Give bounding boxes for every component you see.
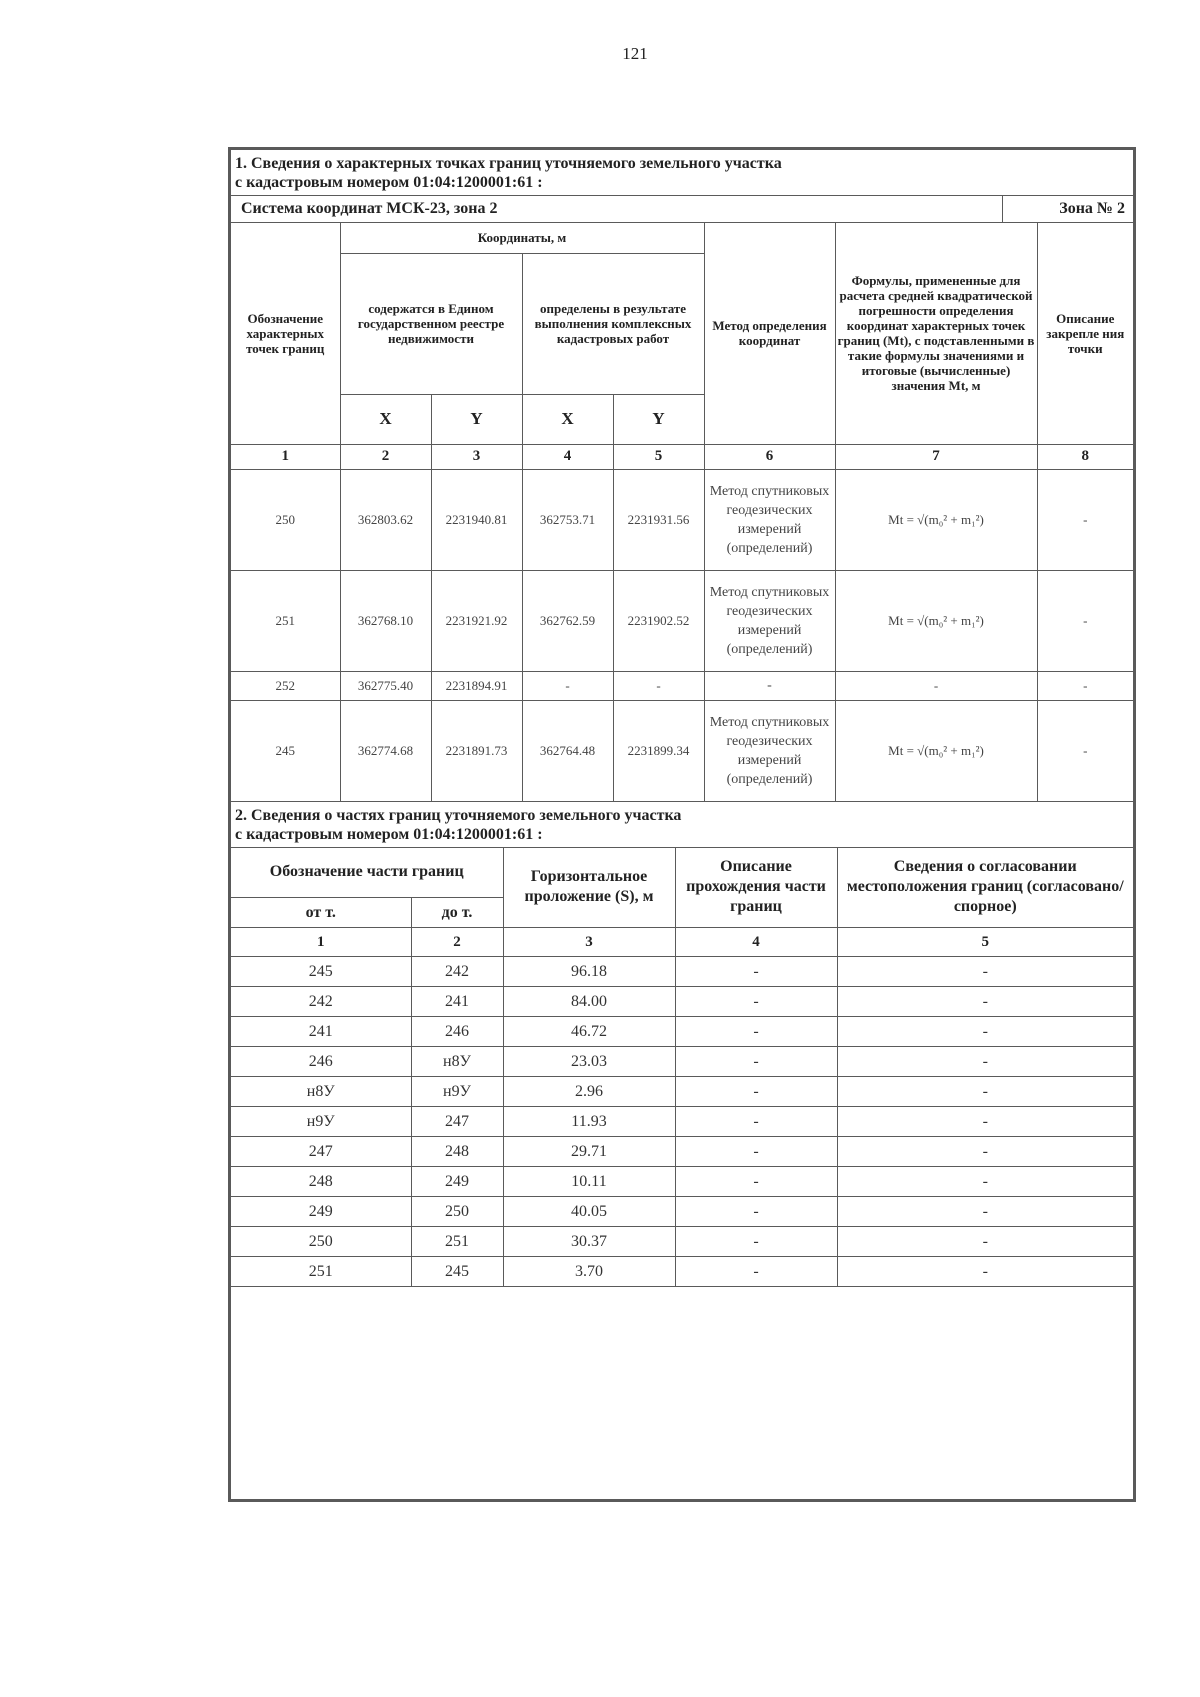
agreement-status: - [837,957,1133,987]
column-numbers-row [231,444,1133,469]
x-egrn: 362803.62 [340,469,431,570]
agreement-status: - [837,1077,1133,1107]
agreement-status: - [837,1257,1133,1287]
point-id: 251 [231,570,340,671]
table-row [231,1137,1133,1167]
table-row [231,1227,1133,1257]
x-kkr: - [522,671,613,700]
agreement-status: - [837,1167,1133,1197]
from-point: н8У [231,1077,411,1107]
method: Метод спутниковых геодезических измерений (определений) [704,570,835,671]
header-horizontal: Горизонтальное проложение (S), м [503,848,675,928]
horizontal-distance: 96.18 [503,957,675,987]
header-passage: Описание прохождения части границ [675,848,837,928]
header-description: Описание закрепле ния точки [1037,223,1133,444]
passage-description: - [675,1257,837,1287]
x-kkr: 362762.59 [522,570,613,671]
table-row [231,1077,1133,1107]
col-number: 1 [231,928,411,957]
agreement-status: - [837,1107,1133,1137]
to-point: 251 [411,1227,503,1257]
y-kkr: 2231902.52 [613,570,704,671]
point-description: - [1037,700,1133,801]
passage-description: - [675,1047,837,1077]
y-egrn: 2231894.91 [431,671,522,700]
table-row [231,1257,1133,1287]
agreement-status: - [837,1047,1133,1077]
header-from: от т. [231,898,411,928]
x-egrn: 362775.40 [340,671,431,700]
zone-label: Зона № 2 [1003,196,1134,223]
passage-description: - [675,1197,837,1227]
horizontal-distance: 11.93 [503,1107,675,1137]
header-method: Метод определения координат [704,223,835,444]
boundary-parts-rows [231,957,1133,1287]
passage-description: - [675,1017,837,1047]
header-determined: определены в результате выполнения комплексных кадастровых работ [522,253,704,394]
agreement-status: - [837,1137,1133,1167]
horizontal-distance: 30.37 [503,1227,675,1257]
coord-system: Система координат МСК-23, зона 2 [231,196,1003,223]
to-point: 241 [411,987,503,1017]
table-row [231,987,1133,1017]
horizontal-distance: 10.11 [503,1167,675,1197]
from-point: 248 [231,1167,411,1197]
col-number: 3 [503,928,675,957]
formula: - [835,671,1037,700]
horizontal-distance: 40.05 [503,1197,675,1227]
horizontal-distance: 3.70 [503,1257,675,1287]
y-egrn: 2231921.92 [431,570,522,671]
y-egrn: 2231940.81 [431,469,522,570]
method: Метод спутниковых геодезических измерений (определений) [704,700,835,801]
formula: Mt = √(m₀² + m₁²) [835,700,1037,801]
point-description: - [1037,671,1133,700]
from-point: 246 [231,1047,411,1077]
header-to: до т. [411,898,503,928]
method: Метод спутниковых геодезических измерений (определений) [704,469,835,570]
from-point: 249 [231,1197,411,1227]
from-point: 242 [231,987,411,1017]
col-number: 3 [431,444,522,469]
to-point: 250 [411,1197,503,1227]
to-point: 249 [411,1167,503,1197]
horizontal-distance: 46.72 [503,1017,675,1047]
from-point: 247 [231,1137,411,1167]
table-row [231,570,1133,671]
to-point: 248 [411,1137,503,1167]
passage-description: - [675,1227,837,1257]
table-row [231,671,1133,700]
point-id: 245 [231,700,340,801]
agreement-status: - [837,1017,1133,1047]
x-egrn: 362774.68 [340,700,431,801]
formula: Mt = √(m₀² + m₁²) [835,469,1037,570]
points-table [231,223,1133,802]
method: - [704,671,835,700]
table-row [231,1107,1133,1137]
from-point: н9У [231,1107,411,1137]
horizontal-distance: 23.03 [503,1047,675,1077]
header-part-designation: Обозначение части границ [231,848,503,898]
passage-description: - [675,957,837,987]
to-point: н9У [411,1077,503,1107]
from-point: 245 [231,957,411,987]
y-kkr: 2231899.34 [613,700,704,801]
boundary-parts-table [231,848,1133,1288]
agreement-status: - [837,1197,1133,1227]
to-point: 247 [411,1107,503,1137]
header-contained: содержатся в Едином государственном реестре недвижимости [340,253,522,394]
col-number: 2 [411,928,503,957]
col-number: 4 [522,444,613,469]
to-point: 245 [411,1257,503,1287]
table-row [231,700,1133,801]
header-agreement: Сведения о согласовании местоположения границ (согласовано/спорное) [837,848,1133,928]
section1-title-line1: 1. Сведения о характерных точках границ уточняемого земельного участка [235,155,782,172]
col-number: 5 [837,928,1133,957]
table-row [231,957,1133,987]
table-row [231,1047,1133,1077]
col-number: 7 [835,444,1037,469]
from-point: 250 [231,1227,411,1257]
section2-title-line2: с кадастровым номером 01:04:1200001:61 : [235,825,543,843]
col-number: 2 [340,444,431,469]
table-row [231,1017,1133,1047]
y-egrn: 2231891.73 [431,700,522,801]
header-designation: Обозначение характерных точек границ [231,223,340,444]
page-number: 121 [622,44,648,63]
x-kkr: 362753.71 [522,469,613,570]
table-row [231,1167,1133,1197]
document-frame [228,147,1136,1502]
horizontal-distance: 29.71 [503,1137,675,1167]
col-number: 1 [231,444,340,469]
agreement-status: - [837,1227,1133,1257]
table-row [231,1197,1133,1227]
horizontal-distance: 84.00 [503,987,675,1017]
section2-title [231,802,1133,848]
to-point: н8У [411,1047,503,1077]
passage-description: - [675,1137,837,1167]
header-y1: Y [431,394,522,444]
y-kkr: 2231931.56 [613,469,704,570]
formula: Mt = √(m₀² + m₁²) [835,570,1037,671]
x-egrn: 362768.10 [340,570,431,671]
y-kkr: - [613,671,704,700]
col-number: 4 [675,928,837,957]
col-number: 6 [704,444,835,469]
col-number: 8 [1037,444,1133,469]
passage-description: - [675,987,837,1017]
col-number: 5 [613,444,704,469]
point-description: - [1037,469,1133,570]
passage-description: - [675,1077,837,1107]
section1-title [231,150,1133,196]
header-x1: X [340,394,431,444]
header-y2: Y [613,394,704,444]
from-point: 241 [231,1017,411,1047]
passage-description: - [675,1167,837,1197]
header-formulas: Формулы, примененные для расчета средней квадратической погрешности определения координат характерных точек границ (Mt), с подставленными в такие формулы значениями и итоговые (вычисленные) значения Mt, м [835,223,1037,444]
agreement-status: - [837,987,1133,1017]
passage-description: - [675,1107,837,1137]
table-row [231,469,1133,570]
section1-title-line2: с кадастровым номером 01:04:1200001:61 : [235,174,543,191]
to-point: 246 [411,1017,503,1047]
from-point: 251 [231,1257,411,1287]
point-id: 250 [231,469,340,570]
column-numbers-row [231,928,1133,957]
section2-title-line1: 2. Сведения о частях границ уточняемого земельного участка [235,806,682,824]
to-point: 242 [411,957,503,987]
x-kkr: 362764.48 [522,700,613,801]
coord-system-table [231,196,1133,223]
header-x2: X [522,394,613,444]
horizontal-distance: 2.96 [503,1077,675,1107]
point-description: - [1037,570,1133,671]
point-id: 252 [231,671,340,700]
header-coordinates: Координаты, м [340,223,704,253]
